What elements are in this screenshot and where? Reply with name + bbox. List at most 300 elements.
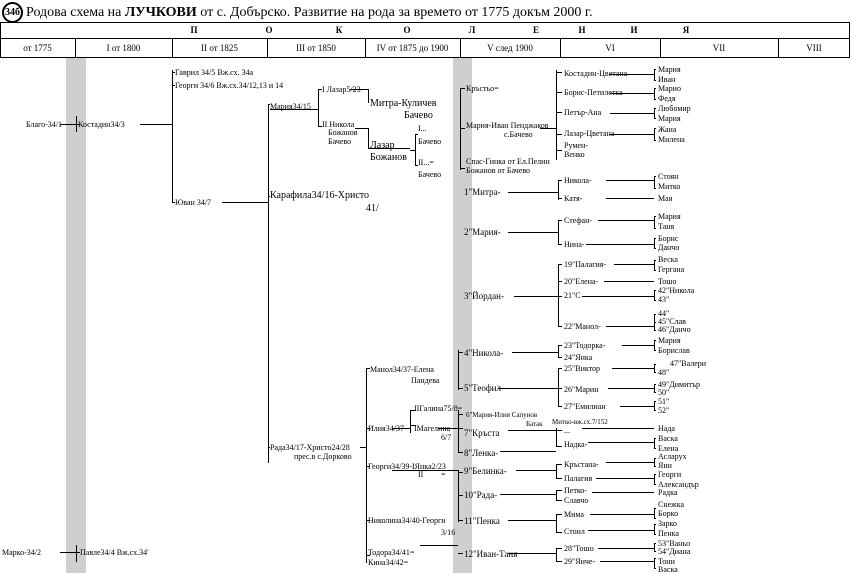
connector-line [654,340,656,341]
connector-line [498,388,558,389]
entry-text: Тошо [658,277,677,286]
connector-line [558,244,562,245]
connector-line [606,326,654,327]
connector-line [460,128,465,129]
connector-line [558,345,562,346]
connector-line [458,470,459,522]
connector-line [516,470,556,471]
entry-text: Александър [658,480,699,489]
entry-text: 51" [658,397,670,406]
connector-line [606,180,654,181]
connector-line [608,388,654,389]
connector-line [556,514,557,532]
entry-text: Костадин34/3 [78,120,125,129]
entry-text: 22"Манол- [564,322,601,331]
entry-text: I Лазар5/23 [322,85,361,94]
entry-text: II [418,470,424,479]
connector-line [620,406,654,407]
entry-text: 4"Никола- [464,348,504,358]
connector-line [654,558,655,568]
entry-text: Бачево [418,170,442,179]
entry-text: Мария-Иван Пенджаков [466,121,549,130]
title-prefix: Родова схема на [26,5,125,20]
generation-letter: О [403,25,411,35]
entry-text: Палагия [564,474,593,483]
entry-text: 6/7 [441,433,452,442]
connector-line [654,350,656,351]
connector-line [514,296,558,297]
entry-text: Петър-Ана [564,108,602,117]
entry-text: Славчо [564,496,589,505]
entry-text: 45"Слав [658,317,686,326]
connector-line [420,545,458,546]
entry-text: Федя [658,94,676,103]
entry-text: Елена [658,444,679,453]
connector-line [654,474,656,475]
entry-text: Божанов [370,152,407,163]
entry-text: Нада [658,424,675,433]
entry-text: 42"Никола [658,286,695,295]
connector-line [508,430,556,431]
connector-line [654,248,656,249]
connector-line [556,490,562,491]
connector-line [654,364,656,365]
entry-text: 3/16 [441,528,456,537]
connector-line [318,89,319,126]
connector-line [415,134,416,165]
connector-line [368,89,369,103]
entry-text: Бачево [328,137,352,146]
connector-line [558,388,562,389]
connector-line [558,368,559,406]
generation-letter: Я [682,25,690,35]
connector-line [654,128,656,129]
connector-line [558,406,562,407]
connector-line [556,464,557,478]
entry-text: 46"Данчо [658,325,691,334]
generation-letter: Н [578,25,586,35]
connector-line [558,198,562,199]
connector-line [654,508,656,509]
entry-text: IIГалина75/8= [414,404,463,413]
entry-text: Борислав [658,346,690,355]
connector-line [556,446,562,447]
entry-text: Кръстана- [564,460,599,469]
connector-line [458,388,463,389]
entry-text: Данчо [658,243,680,252]
connector-line [458,553,463,554]
connector-line [654,543,656,544]
entry-text: Лазар-Цветана [564,129,615,138]
entry-text: Катя- [564,194,583,203]
connector-line [556,548,557,561]
connector-line [558,326,562,327]
connector-line [654,508,655,518]
entry-text: Нина- [564,240,585,249]
entry-text: 27"Емилиан [564,402,606,411]
entry-text: Тони [658,557,675,566]
entry-text: ... [564,426,570,435]
entry-text: 47"Валери [670,359,707,368]
entry-text: Асларух [658,452,687,461]
connector-line [268,104,269,463]
connector-line [60,124,76,125]
connector-line [558,281,562,282]
connector-line [610,113,654,114]
connector-line [512,352,558,353]
connector-line [76,545,77,562]
generation-letter: П [190,25,198,35]
connector-line [654,401,656,402]
connector-line [610,134,654,135]
connector-line [458,472,463,473]
connector-line [556,72,562,73]
connector-line [606,198,654,199]
entry-text: 43" [658,295,670,304]
connector-line [654,340,655,350]
column-header: VII [712,43,726,53]
entry-text: Борис [658,234,679,243]
connector-line [654,228,656,229]
entry-text: 28"Тошо [564,544,594,553]
connector-line [654,69,655,80]
entry-text: 26"Марин [564,385,599,394]
entry-text: Лазар [370,140,395,151]
entry-text: Митра-Куличев [370,98,437,109]
entry-text: Жана [658,125,677,134]
connector-line [654,410,656,411]
connector-line [556,490,557,500]
entry-text: Васка [658,565,678,574]
connector-line [654,551,656,552]
entry-text: Румен- [564,141,588,150]
entry-text: Снежка [658,500,685,509]
connector-line [654,484,656,485]
connector-line [606,462,654,463]
entry-text: 7"Кръста [464,428,500,438]
entry-text: Георги 34/6 Вж.сх.34/12,13 и 14 [175,81,284,90]
connector-line [0,57,850,58]
column-header: I от 1800 [106,43,141,53]
column-header: IV от 1875 до 1900 [376,43,449,53]
entry-text: 10"Рада- [464,490,498,500]
connector-line [654,392,656,393]
generation-letter: Л [468,25,476,35]
generation-letter: И [630,25,638,35]
entry-text: Божанов от Бачево [466,166,531,175]
connector-line [654,108,655,118]
connector-line [556,150,562,151]
connector-line [582,296,654,297]
connector-line [556,500,562,501]
connector-line [654,188,656,189]
connector-line [654,458,655,466]
entry-text: Таня [658,222,675,231]
connector-line [410,410,411,433]
connector-line [558,368,562,369]
entry-text: Мая [658,194,673,203]
connector-line [654,176,655,188]
connector-line [654,260,655,270]
entry-text: Васка [658,434,678,443]
connector-line [654,438,656,439]
column-header: III от 1850 [296,43,336,53]
entry-text: Тодора34/41= [368,548,415,557]
entry-text: 20"Елена- [564,277,599,286]
entry-text: 11"Пенка [464,516,500,526]
connector-line [654,458,656,459]
entry-text: Никола- [564,176,592,185]
connector-line [654,216,656,217]
entry-text: Божанов [328,128,358,137]
connector-line [654,300,656,301]
connector-line [604,281,654,282]
entry-text: Кина34/42= [368,558,409,567]
connector-line [558,180,559,200]
entry-text: Мария [658,65,681,74]
connector-line [654,524,656,525]
entry-text: 53"Ваньо [658,539,691,548]
entry-text: 21"С [564,291,581,300]
connector-line [612,368,654,369]
connector-line [556,430,562,431]
generation-band [66,57,86,573]
entry-text: 8"Ленка- [464,448,499,458]
entry-text: Мария [658,212,681,221]
connector-line [654,290,656,291]
connector-line [654,88,655,99]
connector-line [654,524,655,534]
entry-text: 6"Мария-Илия Сапунов [466,411,538,419]
connector-line [500,494,556,495]
connector-line [592,492,654,493]
connector-line [654,238,655,248]
entry-text: Кръстьо= [466,84,499,93]
entry-text: 3"Йордан- [464,291,504,301]
entry-text: 24"Янка [564,353,593,362]
connector-line [654,108,656,109]
connector-line [222,202,268,203]
entry-text: Пенка [658,529,679,538]
connector-line [654,314,656,315]
connector-line [654,270,656,271]
entry-text: Гаврил 34/5 Вж.сх. 34а [175,68,254,77]
connector-line [558,220,559,244]
connector-line [654,384,656,385]
entry-text: 49"Димитър [658,380,700,389]
entry-text: 52" [658,406,670,415]
connector-line [622,345,654,346]
connector-line [415,134,418,135]
connector-line [556,464,562,465]
connector-line [654,558,656,559]
entry-text: II Никола [322,120,355,129]
column-header: V след 1900 [487,43,533,53]
connector-line [598,220,654,221]
entry-text: Гергана [658,265,685,274]
entry-text: Манол34/37-Елена [370,365,434,374]
connector-line [558,296,562,297]
entry-text: Марко-34/2 [2,548,42,557]
entry-text: 29"Янче- [564,557,596,566]
connector-line [508,520,556,521]
entry-text: Марио [658,84,681,93]
generation-letter: Е [532,25,539,35]
entry-text: 1"Митра- [464,187,501,197]
column-header: II от 1825 [201,43,238,53]
entry-text: прес.в с.Дорково [294,452,352,461]
connector-line [590,514,654,515]
generation-letter: О [265,25,273,35]
entry-text: Спас-Гинка от Ел.Пелин [466,157,550,166]
connector-line [654,534,656,535]
entry-text: Георги34/39-IЯнка2/23 [368,462,446,471]
entry-text: 2"Мария- [464,227,501,237]
connector-line [654,99,656,100]
connector-line [654,568,656,569]
connector-line [458,352,463,353]
connector-line [60,552,76,553]
entry-text: Милена [658,135,685,144]
connector-line [654,518,656,519]
connector-line [0,38,850,39]
connector-line [596,478,654,479]
connector-line [588,442,654,443]
entry-text: IМагелина [414,424,451,433]
connector-line [558,220,562,221]
connector-line [588,530,654,531]
connector-line [556,514,562,515]
connector-line [654,176,656,177]
connector-line [458,495,463,496]
connector-line [558,264,559,326]
entry-text: Павле34/4 Вж.сх.34' [80,548,149,557]
connector-line [654,466,656,467]
connector-line [614,264,654,265]
connector-line [0,22,850,23]
connector-line [458,452,463,453]
connector-line [654,448,656,449]
connector-line [654,372,656,373]
connector-line [654,401,655,410]
page-title [26,5,593,21]
entry-text: Георги [658,470,682,479]
connector-line [556,70,557,160]
entry-text: Стоян [658,172,679,181]
connector-line [654,216,655,228]
connector-line [508,232,558,233]
connector-line [556,92,562,93]
entry-text: Радка [658,488,678,497]
connector-line [140,124,172,125]
connector-line [654,88,656,89]
entry-text: = [441,470,446,479]
entry-text: с.Бачево [504,130,533,139]
entry-text: 25"Виктор [564,364,601,373]
entry-text: Бачево [418,137,442,146]
entry-text: Ювaн 34/7 [175,198,212,207]
connector-line [654,80,656,81]
entry-text: Зарко [658,519,678,528]
connector-line [556,112,562,113]
connector-line [654,118,656,119]
entry-text: 9"Белинка- [464,466,507,476]
entry-text: Илия34/37- [368,424,407,433]
generation-letter: К [335,25,343,35]
entry-text: Мария34/15 [270,102,311,111]
entry-text: 44" [658,309,670,318]
entry-text: Борис-Петилетка [564,88,623,97]
connector-line [458,410,459,452]
connector-line [556,561,562,562]
entry-text: 23"Тодорка- [564,341,606,350]
entry-text: Стефан- [564,216,593,225]
entry-text: Костадин-Цветана [564,69,628,78]
connector-line [654,364,655,372]
entry-text: Благо-34/1 [26,120,62,129]
entry-text: Иван [658,75,676,84]
title-surname: ЛУЧКОВИ [124,5,197,20]
column-header: от 1775 [23,43,52,53]
connector-line [508,192,558,193]
connector-line [458,520,463,521]
connector-line [654,140,656,141]
connector-line [654,260,656,261]
entry-text: Батак [526,420,543,428]
title-suffix: от с. Добърско. Развитие на рода за времето от 1775 докъм 2000 г. [196,5,593,20]
connector-line [556,548,562,549]
entry-text: Мария [658,336,681,345]
entry-text: 50" [658,388,670,397]
entry-text: 54"Диана [658,547,691,556]
connector-line [558,345,559,357]
connector-line [654,384,655,392]
connector-line [654,543,655,551]
column-header: VIII [806,43,822,53]
entry-text: Рада34/17-Христо24/28 [270,443,350,452]
connector-line [556,478,562,479]
connector-line [600,561,654,562]
connector-line [556,532,562,533]
entry-text: 5"Теофил [464,383,501,393]
entry-text: Любомир [658,104,691,113]
chart-badge: 34б [2,2,23,23]
connector-line [654,330,656,331]
connector-line [558,180,562,181]
entry-text: Стоил [564,527,585,536]
entry-text: Мима [564,510,584,519]
entry-text: Петко- [564,486,587,495]
connector-line [458,414,463,415]
entry-text: Венко [564,150,585,159]
connector-line [654,322,656,323]
connector-line [458,350,459,390]
entry-text: I... [418,124,427,133]
entry-text: Бачево [404,110,433,121]
entry-text: Надка- [564,440,588,449]
entry-text: Николина34/40-Георги [368,516,446,525]
connector-line [368,128,369,148]
entry-text: Митко [658,182,681,191]
entry-text: 41/ [366,203,379,214]
connector-line [500,451,556,452]
connector-line [558,357,562,358]
connector-line [172,70,173,203]
connector-line [558,264,562,265]
connector-line [654,474,655,484]
entry-text: Мария [658,114,681,123]
entry-text: Карафила34/16-Христо [270,190,370,201]
